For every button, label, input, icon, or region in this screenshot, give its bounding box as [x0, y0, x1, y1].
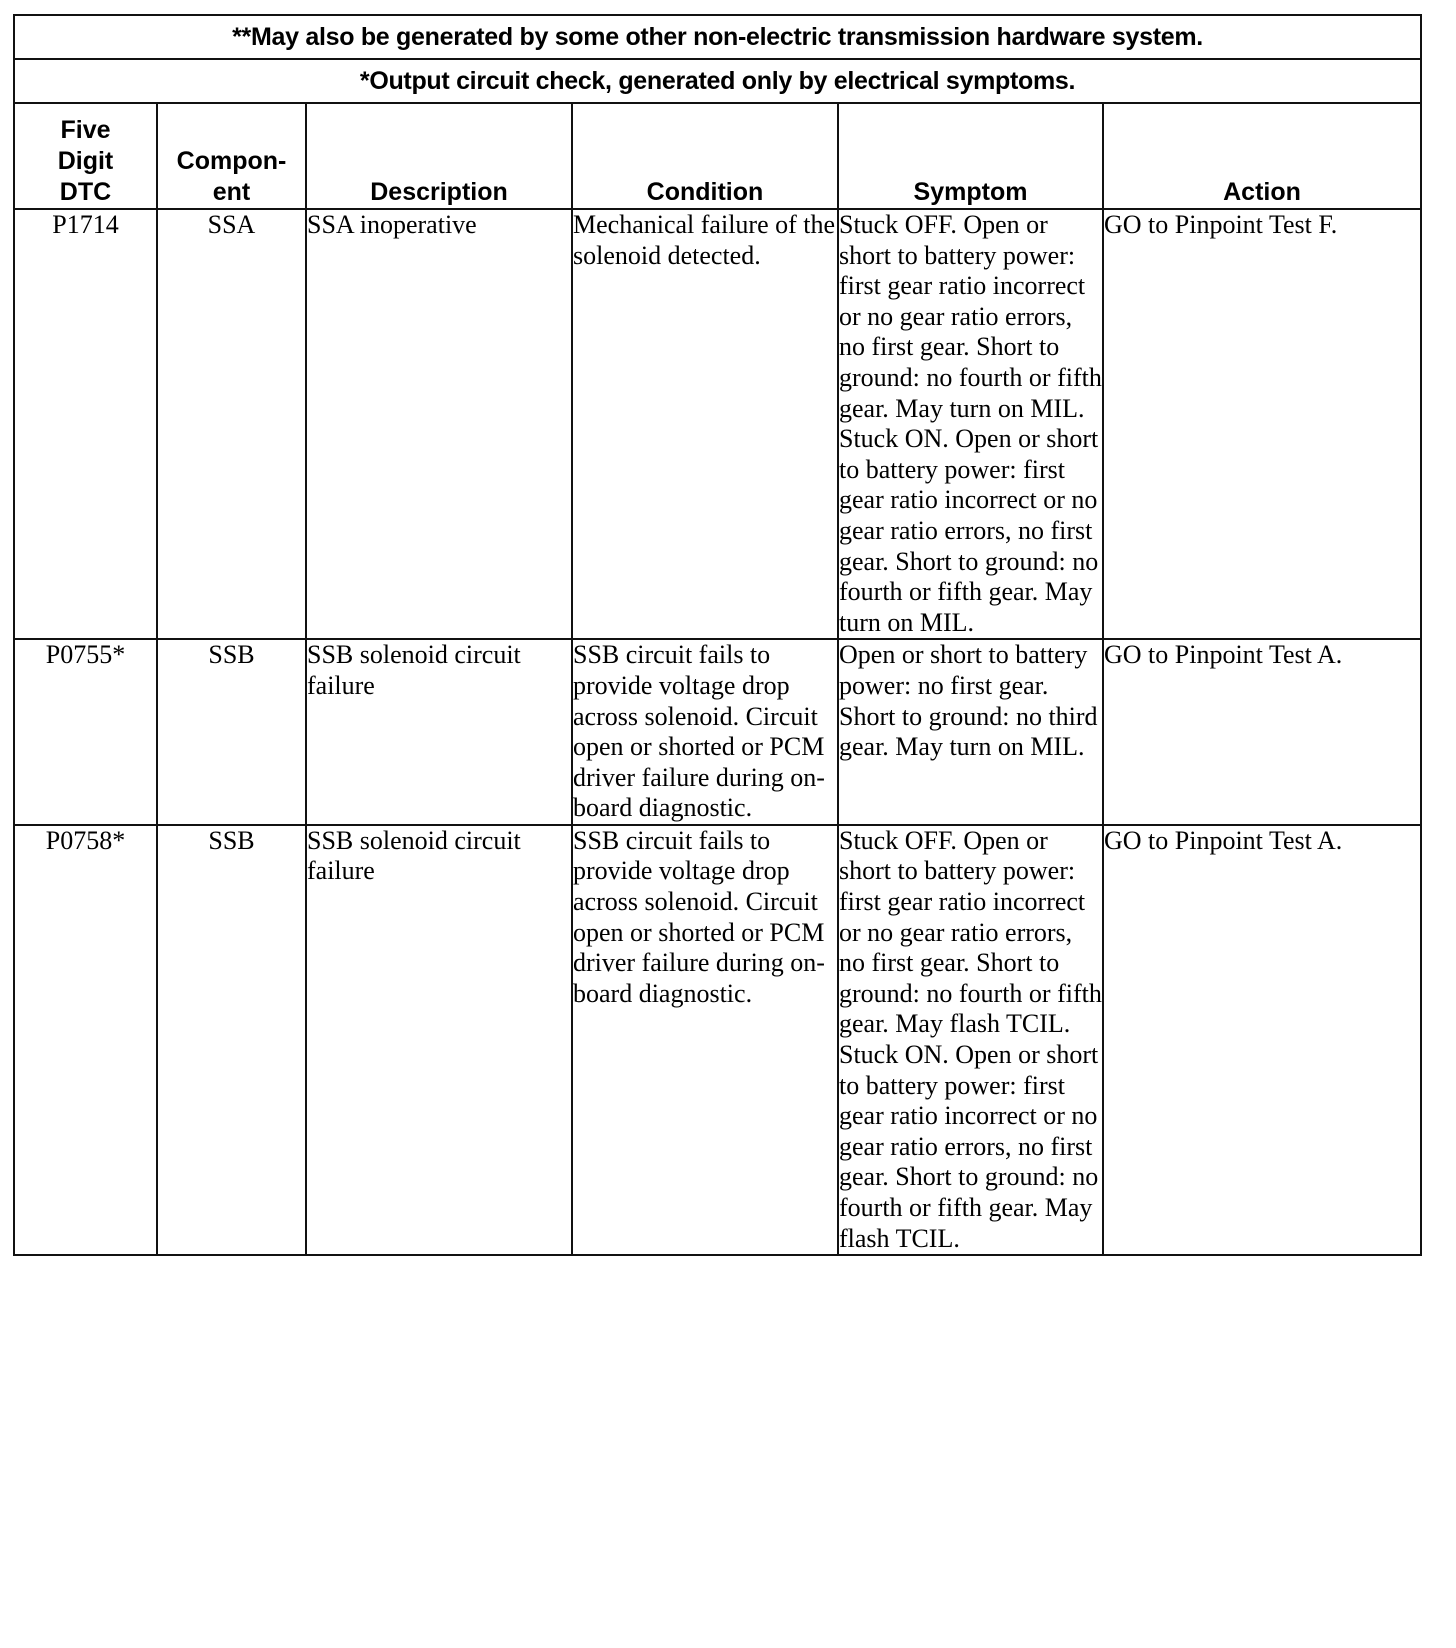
header-component-line: ent — [212, 178, 251, 206]
header-description: Description — [306, 103, 572, 209]
cell-condition: Mechanical failure of the solenoid detected. — [572, 209, 838, 639]
cell-condition: SSB circuit fails to provide voltage drop across solenoid. Circuit open or shorted or PCM driver failure during on-board diagnostic. — [572, 639, 838, 825]
header-component — [157, 103, 306, 209]
header-dtc — [14, 103, 157, 209]
footnote-row-2 — [14, 59, 1421, 103]
header-row — [14, 103, 1421, 209]
header-condition: Condition — [572, 103, 838, 209]
cell-dtc: P0755* — [14, 639, 157, 825]
cell-action: GO to Pinpoint Test F. — [1103, 209, 1421, 639]
cell-symptom: Stuck OFF. Open or short to battery power: first gear ratio incorrect or no gear ratio errors, no first gear. Short to ground: no fourth or fifth gear. May turn on MIL. Stuck ON. Open or short to battery power: first gear ratio incorrect or no gear ratio errors, no first gear. Short to ground: no fourth or fifth gear. May turn on MIL. — [838, 209, 1103, 639]
cell-component: SSB — [157, 639, 306, 825]
cell-description: SSA inoperative — [306, 209, 572, 639]
header-dtc-line: DTC — [59, 178, 112, 206]
cell-component: SSA — [157, 209, 306, 639]
cell-action: GO to Pinpoint Test A. — [1103, 825, 1421, 1255]
header-component-line: Compon- — [176, 147, 287, 175]
cell-description: SSB solenoid circuit failure — [306, 639, 572, 825]
footnote-single-asterisk: *Output circuit check, generated only by electrical symptoms. — [14, 59, 1421, 103]
header-dtc-line: Digit — [57, 147, 114, 175]
header-action: Action — [1103, 103, 1421, 209]
header-symptom: Symptom — [838, 103, 1103, 209]
header-dtc-line: Five — [60, 116, 111, 144]
cell-component: SSB — [157, 825, 306, 1255]
table-row — [14, 825, 1421, 1255]
cell-condition: SSB circuit fails to provide voltage drop across solenoid. Circuit open or shorted or PCM driver failure during on-board diagnostic. — [572, 825, 838, 1255]
footnote-row-1 — [14, 15, 1421, 59]
table-row — [14, 209, 1421, 639]
cell-dtc: P0758* — [14, 825, 157, 1255]
cell-dtc: P1714 — [14, 209, 157, 639]
table-row — [14, 639, 1421, 825]
cell-symptom: Open or short to battery power: no first gear. Short to ground: no third gear. May turn on MIL. — [838, 639, 1103, 825]
cell-description: SSB solenoid circuit failure — [306, 825, 572, 1255]
footnote-double-asterisk: **May also be generated by some other non-electric transmission hardware system. — [14, 15, 1421, 59]
dtc-table — [13, 14, 1422, 1256]
cell-action: GO to Pinpoint Test A. — [1103, 639, 1421, 825]
cell-symptom: Stuck OFF. Open or short to battery power: first gear ratio incorrect or no gear ratio errors, no first gear. Short to ground: no fourth or fifth gear. May flash TCIL. Stuck ON. Open or short to battery power: first gear ratio incorrect or no gear ratio errors, no first gear. Short to ground: no fourth or fifth gear. May flash TCIL. — [838, 825, 1103, 1255]
